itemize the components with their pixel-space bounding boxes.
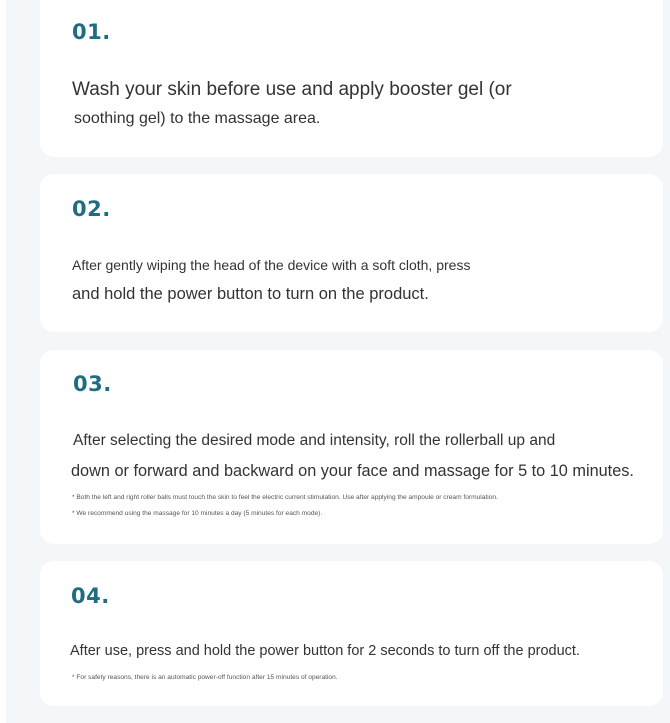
step-note: * For safety reasons, there is an automatic power-off function after 15 minutes of operation. (72, 674, 338, 681)
step-number: 04. (71, 584, 110, 608)
step-text-line: down or forward and backward on your face and massage for 5 to 10 minutes. (71, 462, 634, 480)
step-number: 02. (72, 197, 111, 221)
step-number: 03. (73, 372, 112, 396)
step-text-line: After gently wiping the head of the device with a soft cloth, press (72, 257, 471, 273)
step-number: 01. (72, 20, 111, 44)
step-text-line: soothing gel) to the massage area. (74, 110, 321, 127)
step-text-line: After selecting the desired mode and intensity, roll the rollerball up and (73, 432, 556, 449)
step-note: * We recommend using the massage for 10 minutes a day (5 minutes for each mode). (72, 510, 323, 517)
step-text-line: Wash your skin before use and apply booster gel (or (72, 79, 512, 100)
step-card-01 (40, 0, 663, 157)
step-text-line: After use, press and hold the power button for 2 seconds to turn off the product. (70, 643, 580, 659)
step-note: * Both the left and right roller balls must touch the skin to feel the electric current stimulation. Use after applying the ampoule or cream formulation. (72, 494, 498, 501)
step-card-03 (40, 350, 663, 544)
step-card-02 (40, 174, 663, 332)
page-edge (0, 0, 6, 723)
step-text-line: and hold the power button to turn on the product. (72, 285, 429, 303)
step-card-04 (40, 561, 663, 706)
